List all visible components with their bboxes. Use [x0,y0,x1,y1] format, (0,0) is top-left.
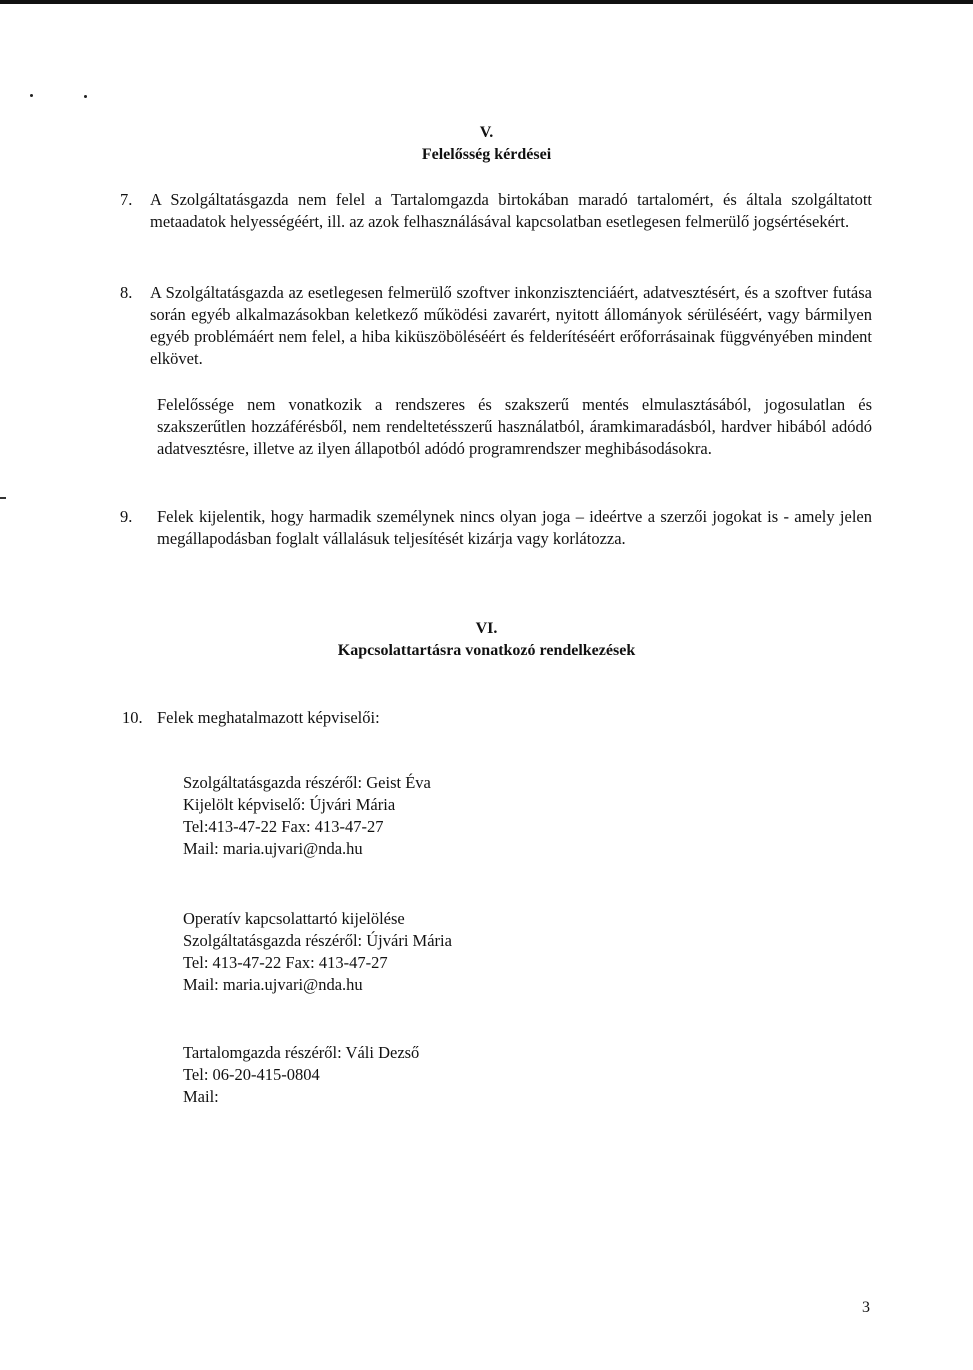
item-10-text: Felek meghatalmazott képviselői: [157,708,380,727]
contact-line: Szolgáltatásgazda részéről: Geist Éva [183,773,431,792]
item-7-text: A Szolgáltatásgazda nem felel a Tartalomgazda birtokában maradó tartalomért, és általa szolgáltatott metaadatok helyességéért, ill. az azok felhasználásával kapcsolatban esetlegesen felmerülő jogsértésekért. [150,190,872,231]
item-8-number: 8. [120,283,133,302]
contact-block-content-owner [183,1042,419,1108]
section-6-numeral: VI. [475,620,498,637]
contact-line: Mail: maria.ujvari@nda.hu [183,975,363,994]
contact-line: Mail: maria.ujvari@nda.hu [183,839,363,858]
contact-block-service-provider [183,772,431,860]
section-6-title: Kapcsolattartásra vonatkozó rendelkezések [337,642,636,659]
contact-line: Tel:413-47-22 Fax: 413-47-27 [183,817,384,836]
item-8-liability-paragraph: Felelőssége nem vonatkozik a rendszeres és szakszerű mentés elmulasztásából, jogosulatlan és szakszerűtlen hozzáférésből, nem rendeltetésszerű használatból, áramkimaradásból, hardver hibából adódó adatvesztésre, illetve az ilyen állapotból adódó programrendszer meghibásodásokra. [157,395,872,458]
item-7-number: 7. [120,190,133,209]
section-5-numeral: V. [479,124,494,141]
contact-line: Tel: 413-47-22 Fax: 413-47-27 [183,953,388,972]
page-number: 3 [862,1299,870,1316]
contact-line: Szolgáltatásgazda részéről: Újvári Mária [183,931,452,950]
contact-line: Tartalomgazda részéről: Váli Dezső [183,1043,420,1062]
contact-line: Mail: [183,1087,219,1106]
item-9-text: Felek kijelentik, hogy harmadik személynek nincs olyan joga – ideértve a szerzői jogokat is - amely jelen megállapodásban foglalt vállalásuk teljesítését kizárja vagy korlátozza. [157,507,872,548]
contact-line: Tel: 06-20-415-0804 [183,1065,320,1084]
contact-line: Operatív kapcsolattartó kijelölése [183,909,405,928]
contact-line: Kijelölt képviselő: Újvári Mária [183,795,396,814]
section-5-title: Felelősség kérdései [421,146,552,163]
item-8-text: A Szolgáltatásgazda az esetlegesen felmerülő szoftver inkonzisztenciáért, adatvesztésért, és a szoftver futása során egyéb alkalmazásokban keletkező működési zavarért, nyitott állományok sérüléséért, vagy bármilyen egyéb problémáért nem felel, a hiba kiküszöböléséért és felderítéséért erőforrásainak függvényében mindent elkövet. [150,283,872,368]
item-9-number: 9. [120,507,133,526]
item-10-number: 10. [122,708,143,727]
contact-block-operative [183,908,452,996]
